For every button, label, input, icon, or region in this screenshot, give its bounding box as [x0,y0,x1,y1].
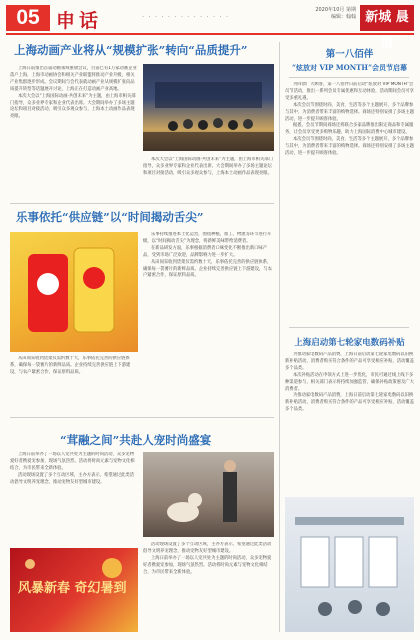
paragraph: 本次大会以“上海国际动画·共创未来”为主题，由上海市相关部门指导，众多业界专家和企业代表出席。大会期间举办了多场主题论坛和项目对接活动，吸引众多观众参与，上海本土动画作品表现亮眼。 [10,93,136,120]
advertisement-banner[interactable] [10,548,138,632]
article-body [10,452,138,542]
pet-event-photo [143,452,274,537]
article-body [10,66,138,196]
store-icon [285,497,414,632]
chips-bag-icon [10,232,138,352]
article-title: 上海动画产业将从“规模扩张”转向“品质提升” [14,43,248,57]
paragraph: 本次大会以“上海国际动画·共创未来”为主题，由上海市相关部门指导，众多业界专家和企业代表出席。大会期间举办了多场主题论坛和项目对接活动，吸引众多观众参与，上海本土动画作品表现亮眼。 [143,157,273,176]
article-body [143,542,274,632]
section-name: 申话 [56,10,103,32]
article-title: 第一八佰伴 [325,49,374,60]
paragraph: 为推动家电数码产品消费，上海日前启动第七轮家电数码以旧换新补贴活动，消费者购买符合条件的产品可享受相应补贴，活动覆盖多个品类。 [285,393,414,413]
paragraph: 从田间采收到货架仅需约数十天，乐事依托完善的供应链体系，确保每一袋薯片的新鲜品质。企业持续完善供应链上下游建设，与农户紧密合作，保证原料品质。 [10,356,131,375]
article-body [143,157,274,197]
paragraph: 活动现场设置了多个互动区域，主办方表示，希望通过此类活动倡导文明养宠理念，推动宠物友好型城市建设。 [143,542,272,554]
paragraph: 本次会员节围绕时尚、美食、生活等多个主题展开，多个品牌参与其中，为消费者带来丰富的购物选择。商场还特别安排了多场主题活动，进一步提升顾客体验。 [285,102,414,122]
column-divider [279,42,280,632]
section-number: 05 [6,5,50,31]
header-rule [6,33,414,35]
article-body [285,352,414,492]
article-body [143,232,274,412]
editor-line: 编辑：翰翰 [330,14,356,20]
paragraph: 乐事持续推进本土化运营，围绕种植、加工、物流等环节进行升级，以“时间揭动舌尖”为理念，将新鲜美味带给消费者。 [143,232,272,244]
paragraph: 据悉，会员节期间商场还将联合多家品牌推出限定商品和专属服务，让会员享受更多购物乐趣，助力上海国际消费中心城市建设。 [285,123,414,136]
section-rule [289,327,409,328]
product-photo [10,232,138,352]
article-title: 上海启动第七轮家电数码补贴 [294,338,405,348]
article-heading [285,46,414,73]
section-rule [289,77,409,78]
banner-text: 风暴新春 奇幻暑到 [18,581,127,596]
article-title: 乐事依托“供应链”以“时间揭动舌尖” [16,210,204,224]
article-subtitle: “炫放对 VIP MONTH”会员节启幕 [292,63,407,72]
paragraph: 为推动家电数码产品消费，上海日前启动第七轮家电数码以旧换新补贴活动，消费者购买符合条件的产品可享受相应补贴，活动覆盖多个品类。 [285,352,414,371]
event-photo [143,64,274,151]
paragraph: 上海日前推出首届动画领域重磅会议，目前已有1万家动画企业落户上海，上海市动画协会和相关产业联盟将推动产业升级，相关产业集群逐步形成。会议期间与会代表就动画产业从规模扩张向品质提升转型等话题展开讨论，上海正在打造动画产业高地。 [10,66,137,92]
paragraph: 在新品研发方面，乐事根据消费者口味变化不断推出新口味产品，受到市场广泛欢迎，品牌影响力进一步扩大。 [143,245,268,258]
section-rule [10,203,274,204]
paragraph: 上海日前举办了一场以人宠共处为主题的时尚活动，众多宠物爱好者携爱宠参加，现场气氛热烈。活动将时尚元素与宠物文化相结合，为市民带来全新体验。 [10,452,135,471]
article-title: “茸融之间”共赴人宠时尚盛宴 [60,433,212,447]
stage-photo-icon [143,64,274,151]
paragraph: 上海日前举办了一场以人宠共处为主题的时尚活动，众多宠物爱好者携爱宠参加，现场气氛热烈。活动将时尚元素与宠物文化相结合，为市民带来全新体验。 [143,555,272,575]
article-body [10,356,138,411]
newspaper-logo: 新城 晨报 [360,5,414,31]
pet-icon [143,452,274,537]
header-dots: · · · · · · · · · · · · · · [142,13,230,21]
issue-date [268,7,356,21]
article-body [285,82,414,322]
issue-date-line: 2020年10月 第期 [315,7,356,13]
paragraph: 本次补贴活动在申领方式上进一步优化，市民可通过线上线下多种渠道参与，相关部门表示将持续加强监管，确保补贴政策惠及广大消费者。 [285,372,414,392]
paragraph: 从田间采收到货架仅需约数十天，乐事依托完善的供应链体系，确保每一袋薯片的新鲜品质。企业持续完善供应链上下游建设，与农户紧密合作，保证原料品质。 [143,259,272,279]
appliance-photo [285,497,414,632]
paragraph: 本次会员节围绕时尚、美食、生活等多个主题展开，多个品牌参与其中，为消费者带来丰富的购物选择。商场还特别安排了多场主题活动，进一步提升顾客体验。 [285,137,414,157]
paragraph: 活动现场设置了多个互动区域，主办方表示，希望通过此类活动倡导文明养宠理念，推动宠物友好型城市建设。 [10,472,135,485]
paragraph: 为回馈广大顾客，第一八佰伴日前启动“炫放对 VIP MONTH”会员节活动，推出一系列会员专属优惠和互动体验，活动期间会员可享受多重礼遇。 [285,82,414,101]
section-rule [10,417,274,418]
